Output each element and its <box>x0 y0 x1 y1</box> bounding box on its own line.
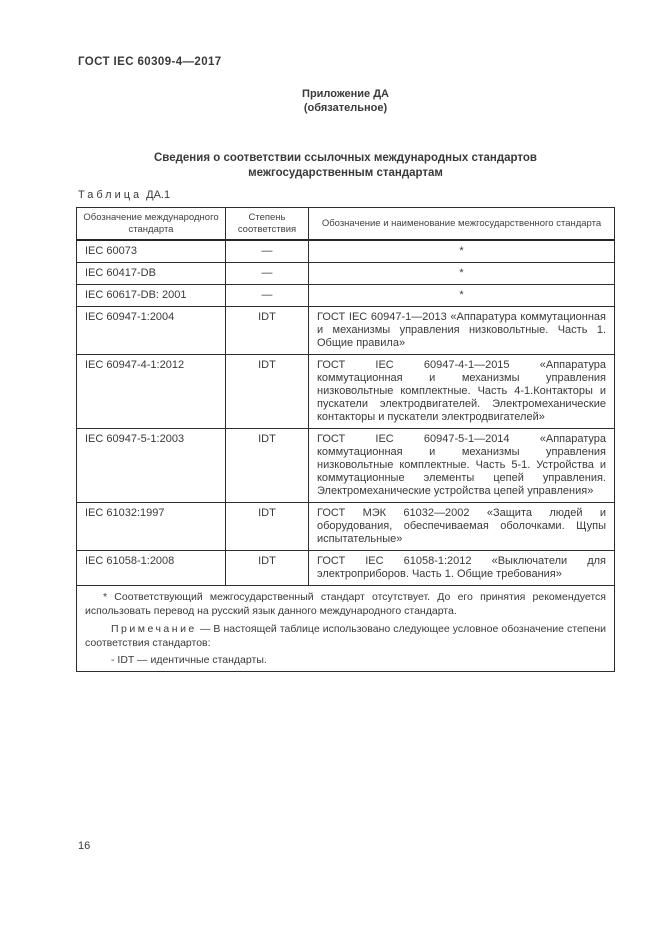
header-international-standard: Обозначение международного стандарта <box>77 208 226 241</box>
cell-degree: — <box>226 285 309 307</box>
cell-standard: IEC 60947-5-1:2003 <box>77 429 226 503</box>
cell-degree: IDT <box>226 429 309 503</box>
cell-gost: ГОСТ МЭК 61032—2002 «Защита людей и оборудования, обеспечиваемая оболочками. Щупы испытательные» <box>309 503 615 551</box>
table-label-number: ДА.1 <box>146 189 171 201</box>
cell-standard: IEC 60073 <box>77 240 226 263</box>
table-row <box>77 503 615 551</box>
header-interstate-standard: Обозначение и наименование межгосударственного стандарта <box>309 208 615 241</box>
cell-standard: IEC 60947-1:2004 <box>77 307 226 355</box>
table-row <box>77 307 615 355</box>
cell-standard: IEC 60617-DB: 2001 <box>77 285 226 307</box>
cell-gost: ГОСТ IEC 60947-5-1—2014 «Аппаратура коммутационная и механизмы управления низковольтные комплектные. Часть 5-1. Устройства и коммутационные элементы цепей управления. Электромеханические устройства цепей управления» <box>309 429 615 503</box>
cell-gost: ГОСТ IEC 60947-4-1—2015 «Аппаратура коммутационная и механизмы управления низковольтные комплектные. Часть 4-1.Контакторы и пускатели электродвигателей. Электромеханические контакторы и пускатели электродвигателей» <box>309 355 615 429</box>
section-title <box>76 151 615 180</box>
table-note-cell <box>77 586 615 672</box>
cell-gost: * <box>309 263 615 285</box>
table-row <box>77 263 615 285</box>
section-title-line1: Сведения о соответствии ссылочных международных стандартов <box>153 152 537 164</box>
table-note <box>85 622 606 650</box>
cell-degree: IDT <box>226 355 309 429</box>
cell-gost: ГОСТ IEC 61058-1:2012 «Выключатели для электроприборов. Часть 1. Общие требования» <box>309 551 615 586</box>
note-label: Примечание <box>111 623 197 635</box>
table-row <box>77 285 615 307</box>
header-degree-of-correspondence: Степень соответствия <box>226 208 309 241</box>
annex-title: Приложение ДА <box>302 88 389 100</box>
table-row <box>77 355 615 429</box>
table-row <box>77 429 615 503</box>
page-number: 16 <box>78 840 91 852</box>
doc-header-number: ГОСТ IEC 60309-4—2017 <box>78 56 222 68</box>
section-title-line2: межгосударственным стандартам <box>248 166 443 179</box>
note-text: — В настоящей таблице использовано следующее условное обозначение степени соответствия стандартов: <box>85 623 606 649</box>
cell-standard: IEC 61058-1:2008 <box>77 551 226 586</box>
table-row <box>77 551 615 586</box>
note-item-idt: - IDT — идентичные стандарты. <box>111 654 267 666</box>
cell-degree: IDT <box>226 551 309 586</box>
cell-degree: — <box>226 240 309 263</box>
annex-heading <box>76 87 615 115</box>
annex-subtitle: (обязательное) <box>303 102 388 114</box>
cell-standard: IEC 60417-DB <box>77 263 226 285</box>
table-footnote: * Соответствующий межгосударственный стандарт отсутствует. До его принятия рекомендуется использовать перевод на русский язык данного международного стандарта. <box>85 591 606 617</box>
cell-standard: IEC 60947-4-1:2012 <box>77 355 226 429</box>
table-row <box>77 240 615 263</box>
cell-gost: * <box>309 240 615 263</box>
cell-degree: — <box>226 263 309 285</box>
cell-standard: IEC 61032:1997 <box>77 503 226 551</box>
cell-degree: IDT <box>226 503 309 551</box>
table-label-word: Таблица <box>78 189 143 201</box>
cell-gost: ГОСТ IEC 60947-1—2013 «Аппаратура коммутационная и механизмы управления низковольтные. Часть 1. Общие правила» <box>309 307 615 355</box>
table-label <box>78 189 170 201</box>
cell-gost: * <box>309 285 615 307</box>
table-note-row <box>77 586 615 672</box>
correspondence-table <box>76 207 615 672</box>
cell-degree: IDT <box>226 307 309 355</box>
table-header-row <box>77 208 615 241</box>
